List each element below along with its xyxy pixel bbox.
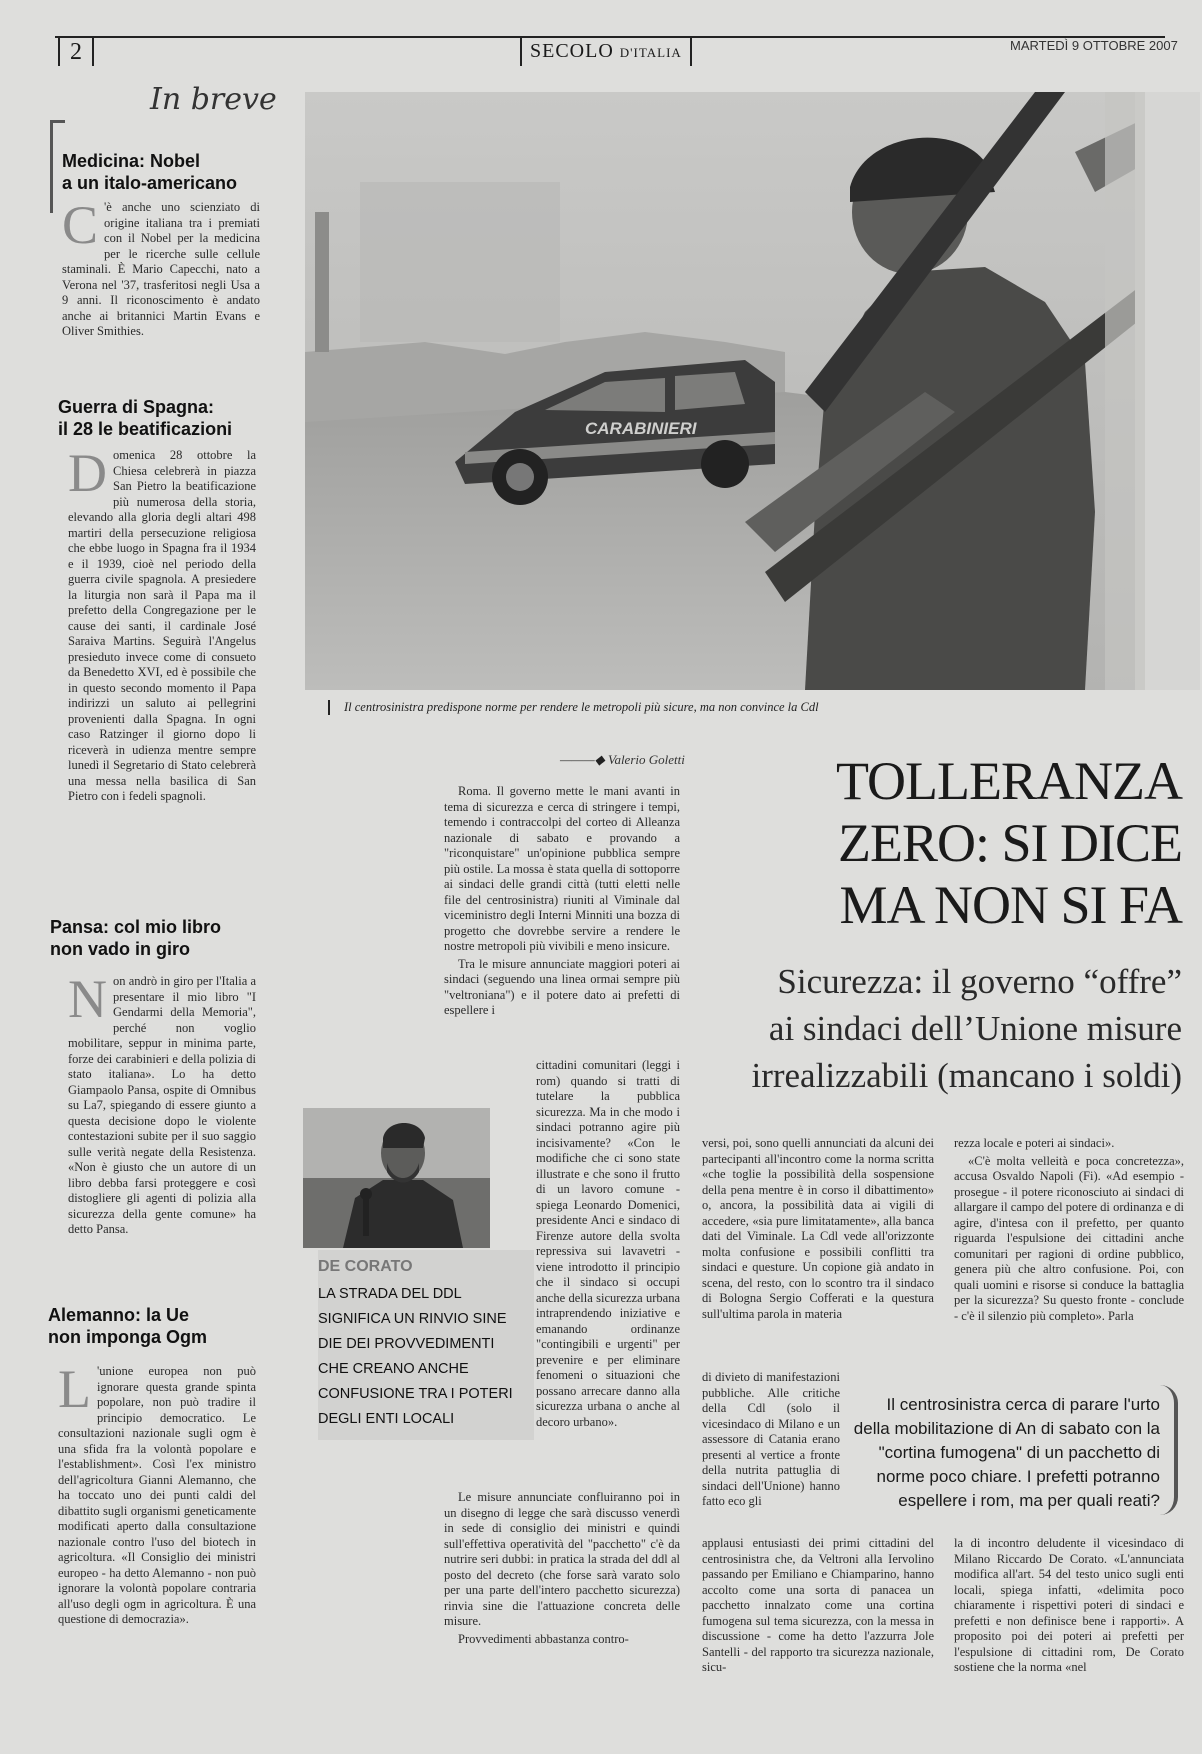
article-col2-narrow: [702, 1370, 840, 1512]
brief-body: 'unione europea non può ignorare questa grande spinta popolare, non può tradire il principio democratico. Le consultazioni nazionale sugli ogm è una sfida fra la volontà popolare e l'establishment». Così l'ex ministro dell'agricoltura Gianni Alemanno, che ha toccato uno dei punti caldi del dibattito sugli organismi geneticamente modificati aperto dalla consultazione nazionale contro l'uso del biotech in agricoltura. «Il Consiglio dei ministri europeo - ha detto Alemanno - non può ignorare la volontà popolare contraria all'uso degli ogm in agricoltura. È una questione di democrazia».: [58, 1364, 256, 1626]
deck-line: Sicurezza: il governo “offre”: [777, 962, 1182, 1001]
quote-box: [318, 1250, 534, 1440]
deck-line: irrealizzabili (mancano i soldi): [751, 1056, 1182, 1095]
paragraph: «C'è molta velleità e poca concretezza», accusa Osvaldo Napoli (Fi). «Ad esempio - prosegue - il potere riconosciuto ai sindaci di allargare il campo del potere di ordinanza e di agire, d'intesa con il prefetto, per quanto riguarda l'espulsione dei cittadini anche comunitari per ragioni di ordine pubblico, genera più che altro confusione. Poi, con quali uomini e risorse si conduce la battaglia per la sicurezza? Su questo fronte - conclude - c'è il silenzio più completo». Parla: [954, 1153, 1184, 1323]
drop-cap: C: [62, 195, 99, 255]
main-photo: [305, 92, 1200, 690]
brief-title: [58, 396, 268, 440]
speaker-photo: [303, 1108, 490, 1248]
byline: ———◆ Valerio Goletti: [560, 752, 685, 768]
article-col1-bottom: [444, 1490, 680, 1649]
brief-title-line: Alemanno: la Ue: [48, 1305, 190, 1325]
paragraph: applausi entusiasti dei primi cittadini del centrosinistra che, da Veltroni alla Iervolino passando per Emiliano e Chiamparino, hanno accolto come una sorta di panacea un pacchetto innalzato come una cortina fumogena sul tema sicurezza, con la messa in discussione - come ha detto l'azzurra Jole Santelli - del rapporto tra sicurezza nazionale, sicu-: [702, 1536, 934, 1674]
paragraph: rezza locale e poteri ai sindaci».: [954, 1136, 1115, 1150]
brief-title-line: non imponga Ogm: [48, 1327, 207, 1347]
carabinieri-photo: [305, 92, 1200, 690]
paragraph: Le misure annunciate confluiranno poi in un disegno di legge che sarà discusso venerdì in sede di consiglio dei ministri e quindi sull'effettiva operatività del "pacchetto" c'è da nutrire seri dubbi: in pratica la strada del ddl al posto del decreto (che forse sarà varato solo per una parte dell'intero pacchetto sicurezza) rinvia sine die l'attuazione concreta delle misure.: [444, 1490, 680, 1628]
article-col3-top: [954, 1136, 1184, 1326]
pull-quote-bracket: [1160, 1385, 1178, 1515]
paragraph: Roma. Il governo mette le mani avanti in tema di sicurezza e cerca di stringere i tempi, temendo i contraccolpi del corteo di Alleanza nazionale di sabato e provando a "riconquistare" un'opinione pubblica sempre più ostile. La mossa è stata quella di sottoporre ai sindaci delle grandi città (tutti eletti nelle file del centrosinistra) riuniti al Viminale dal viceministro degli Interni Minniti una bozza di progetto che dovrebbe servire a rendere le nostre metropoli più vivibili e meno insicure.: [444, 784, 680, 953]
article-col3-bottom: [954, 1536, 1184, 1678]
paragraph: la di incontro deludente il vicesindaco di Milano Riccardo De Corato. «L'annunciata modifica all'art. 54 del testo unico sugli enti locali, spiega infatti, «delimita poco chiaramente i rispettivi poteri di sindaci e prefetti e non definisce bene i rapporti». A proposito poi dei poteri ai prefetti per l'espulsione di cittadini rom, De Corato sostiene che la norma «nel: [954, 1536, 1184, 1674]
headline: [690, 750, 1182, 936]
brief-title-line: Guerra di Spagna:: [58, 397, 215, 417]
paragraph: versi, poi, sono quelli annunciati da alcuni dei partecipanti all'incontro come la norma scritta «che toglie la possibilità della sospensione della pena mentre è in corso il dibattimento» o, ancora, la possibilità data ai vigili di accedere, «sia pure limitatamente», alla banca dati del Viminale. La Cdl vede all'orizzonte molta confusione e possibili conflitti tra sindaci e questure. Un copione già andato in scena, del resto, con lo scontro tra il sindaco di Bologna Sergio Cofferati e la questura sull'ultima parola in materia: [702, 1136, 934, 1321]
article-col1-narrow: [536, 1058, 680, 1432]
portrait-photo: [303, 1108, 490, 1248]
brief-body: on andrò in giro per l'Italia a presentare il mio libro "I Gendarmi della Memoria", perché non voglio mobilitare, seppur in minima parte, forze dei carabinieri e della polizia di stato italiana». Lo ha detto Giampaolo Pansa, ospite di Omnibus su La7, spiegando di essere giunto a questa decisione dopo le violente contestazioni subite per il suo saggio sulle verità negate della Resistenza. «Non è giusto che un autore di un libro debba farsi proteggere e così distogliere gli agenti di polizia alla sicurezza della gente comune» ha detto Pansa.: [68, 974, 256, 1236]
headline-line: MA NON SI FA: [839, 875, 1182, 935]
brief-title-line: Medicina: Nobel: [62, 151, 201, 171]
pull-quote: Il centrosinistra cerca di parare l'urto della mobilitazione di An di sabato con la "cortina fumogena" di un pacchetto di norme poco chiare. I prefetti potranno espellere i rom, ma per quali reati?: [853, 1395, 1160, 1510]
brief-title-line: non vado in giro: [50, 939, 190, 959]
brief-body: omenica 28 ottobre la Chiesa celebrerà in piazza San Pietro la beatificazione più numerosa della storia, elevando alla gloria degli altari 498 martiri della persecuzione religiosa che ebbe luogo in Spagna fra il 1934 e il 1939, cioè nel periodo della guerra civile spagnola. A presiedere la liturgia non sarà il Papa ma il prefetto della Congregazione per le cause dei santi, il cardinale José Saraiva Martins. Seguirà l'Angelus presieduto invece come di consueto da Benedetto XVI, ed è possibile che in questo secondo momento il Papa indirizzi un saluto ai pellegrini provenienti dalla Spagna. In ogni caso Ratzinger il giorno dopo li riceverà in udienza mentre sempre lunedì il Segretario di Stato celebrerà una messa nella basilica di San Pietro con i fedeli spagnoli.: [68, 448, 256, 803]
drop-cap: L: [58, 1359, 91, 1419]
masthead-name: SECOLO: [530, 40, 614, 62]
brief-title: [48, 1304, 268, 1348]
deck-line: ai sindaci dell’Unione misure: [768, 1009, 1182, 1048]
paragraph: Provvedimenti abbastanza contro-: [458, 1631, 629, 1646]
article-col2-top: [702, 1136, 934, 1324]
brief-title-line: Pansa: col mio libro: [50, 917, 222, 937]
brief-title-line: a un italo-americano: [62, 173, 238, 193]
article-col1-top: [444, 784, 680, 1021]
masthead-suffix: D'ITALIA: [619, 45, 682, 60]
quote-name: DE CORATO: [318, 1258, 413, 1275]
headline-line: ZERO: SI DICE: [838, 813, 1182, 873]
brief-text: [58, 1359, 256, 1628]
page-number: 2: [58, 38, 94, 66]
brief-title: [62, 150, 262, 194]
headline-line: TOLLERANZA: [836, 751, 1182, 811]
brief-title: [50, 916, 280, 960]
sidebar-label: In breve: [150, 82, 277, 117]
brief-text: [68, 969, 256, 1238]
brief-text: [62, 195, 260, 340]
brief-body: 'è anche uno scienziato di origine italiana tra i premiati con il Nobel per la medicina per le ricerche sulle cellule staminali. È Mario Capecchi, nato a Verona nel '37, trasferitosi negli Usa a 9 anni. Il riconoscimento è andato anche ai britannici Martin Evans e Oliver Smithies.: [62, 200, 260, 338]
masthead: [520, 38, 692, 66]
paragraph: di divieto di manifestazioni pubbliche. Alle critiche della Cdl (solo il vicesindaco di Milano e un assessore di Catania erano presenti al vertice a fronte della nutrita pattuglia di sindaci dell'Unione) hanno fatto eco gli: [702, 1370, 840, 1508]
paragraph: cittadini comunitari (leggi i rom) quando si tratti di tutelare la pubblica sicurezza. Ma in che modo i sindaci potranno agire più incisivamente? «Con le modifiche che ci sono state illustrate e che sono il frutto di un lavoro comune - spiega Leonardo Domenici, presidente Anci e sindaco di Firenze autore della svolta repressiva sui lavavetri - viene introdotto il principio che il sindaco si occupi anche della sicurezza urbana intraprendendo iniziative e emanando ordinanze "contingibili e urgenti" per prevenire e per eliminare fenomeni o situazioni che possano arrecare danno alla sicurezza urbana o anche al decoro urbano».: [536, 1058, 680, 1429]
article-col2-bottom: [702, 1536, 934, 1678]
car-label: CARABINIERI: [585, 419, 697, 438]
brief-title-line: il 28 le beatificazioni: [58, 419, 233, 439]
drop-cap: D: [68, 443, 107, 503]
drop-cap: N: [68, 969, 107, 1029]
quote-text: LA STRADA DEL DDL SIGNIFICA UN RINVIO SINE DIE DEI PROVVEDIMENTI CHE CREANO ANCHE CONFUSIONE TRA I POTERI DEGLI ENTI LOCALI: [318, 1286, 513, 1427]
photo-caption: Il centrosinistra predispone norme per rendere le metropoli più sicure, ma non convince la Cdl: [328, 700, 819, 715]
brief-text: [68, 443, 256, 805]
deck: [660, 958, 1182, 1099]
issue-date: MARTEDÌ 9 OTTOBRE 2007: [1010, 38, 1178, 53]
paragraph: Tra le misure annunciate maggiori poteri ai sindaci (seguendo una linea ormai sempre più "veltroniana") e il potere dato ai prefetti di espellere i: [444, 956, 680, 1017]
